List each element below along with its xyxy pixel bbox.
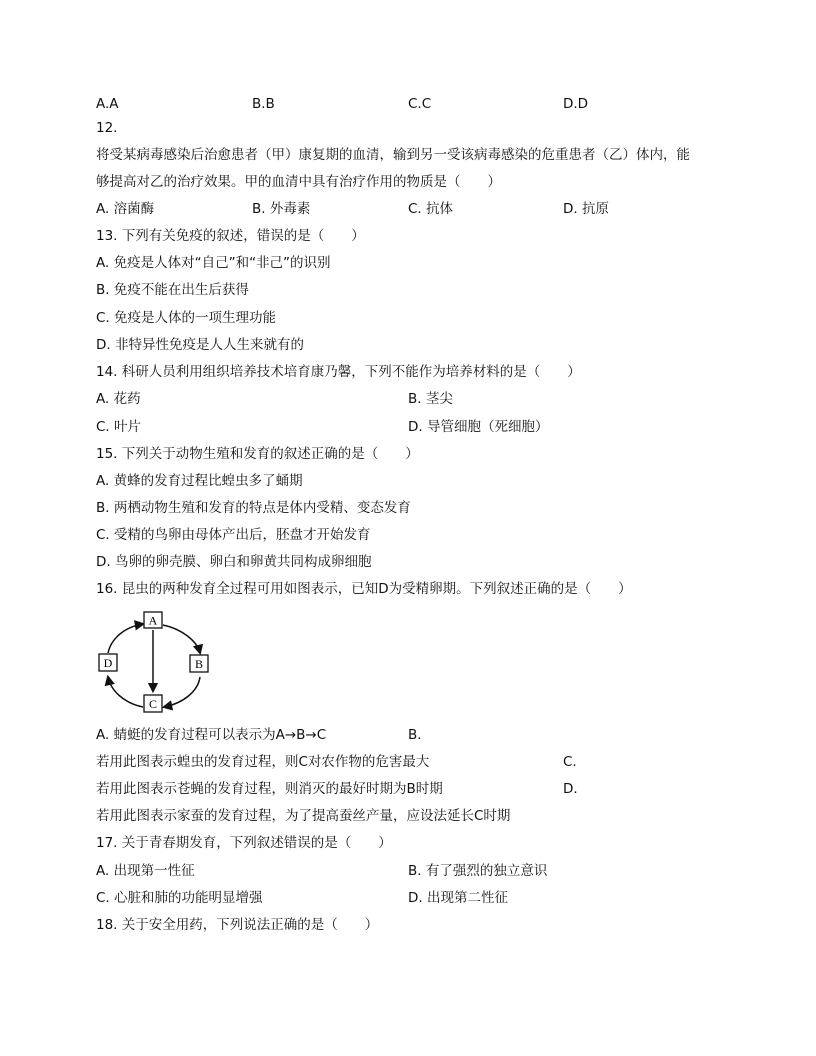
box-c: [144, 695, 162, 712]
q12-option-c: C. 抗体: [408, 201, 454, 217]
q17-option-b: B. 有了强烈的独立意识: [408, 863, 548, 879]
box-d-label: D: [103, 656, 113, 670]
q16-option-c-label: C.: [563, 754, 577, 770]
box-a-label: A: [148, 613, 158, 628]
q13-stem: 13. 下列有关免疫的叙述，错误的是（ ）: [96, 228, 365, 244]
q16-stem: 16. 昆虫的两种发育全过程可用如图表示，已知D为受精卵期。下列叙述正确的是（ ）: [96, 581, 632, 597]
q15-option-c: C. 受精的鸟卵由母体产出后，胚盘才开始发育: [96, 527, 371, 543]
q12-stem-line1: 将受某病毒感染后治愈患者（甲）康复期的血清，输到另一受该病毒感染的危重患者（乙）体内，能: [96, 147, 690, 163]
q13-option-c: C. 免疫是人体的一项生理功能: [96, 310, 277, 326]
q12-option-d: D. 抗原: [563, 201, 609, 217]
q15-option-d: D. 鸟卵的卵壳膜、卵白和卵黄共同构成卵细胞: [96, 554, 372, 570]
q11-option-d: D.D: [563, 96, 589, 112]
q14-option-c: C. 叶片: [96, 419, 142, 435]
q16-option-a: A. 蜻蜓的发育过程可以表示为A→B→C: [96, 727, 327, 743]
q13-option-a: A. 免疫是人体对“自己”和“非己”的识别: [96, 255, 331, 271]
q15-option-b: B. 两栖动物生殖和发育的特点是体内受精、变态发育: [96, 500, 411, 516]
box-d: [99, 654, 117, 671]
box-b: [190, 655, 208, 672]
q13-option-b: B. 免疫不能在出生后获得: [96, 282, 249, 298]
q14-option-b: B. 茎尖: [408, 391, 453, 407]
q16-option-b-label: B.: [408, 727, 422, 743]
q17-stem: 17. 关于青春期发育，下列叙述错误的是（ ）: [96, 835, 392, 851]
arc-b-to-c: [164, 677, 200, 707]
q12-number: 12.: [96, 120, 118, 136]
q14-option-a: A. 花药: [96, 391, 141, 407]
insect-development-cycle-diagram: [94, 607, 214, 719]
q15-stem: 15. 下列关于动物生殖和发育的叙述正确的是（ ）: [96, 446, 419, 462]
q17-option-a: A. 出现第一性征: [96, 863, 195, 879]
q13-option-d: D. 非特异性免疫是人人生来就有的: [96, 337, 304, 353]
q11-option-b: B.B: [252, 96, 275, 112]
q12-option-b: B. 外毒素: [252, 201, 311, 217]
q18-stem: 18. 关于安全用药，下列说法正确的是（ ）: [96, 917, 379, 933]
box-b-label: B: [194, 657, 204, 671]
q11-option-a: A.A: [96, 96, 119, 112]
q11-option-c: C.C: [408, 96, 432, 112]
q12-option-a: A. 溶菌酶: [96, 201, 155, 217]
q16-option-c-text: 若用此图表示苍蝇的发育过程，则消灭的最好时期为B时期: [96, 781, 443, 797]
box-c-label: C: [148, 697, 158, 711]
q16-option-b-text: 若用此图表示蝗虫的发育过程，则C对农作物的危害最大: [96, 754, 430, 770]
q16-option-d-text: 若用此图表示家蚕的发育过程，为了提高蚕丝产量，应设法延长C时期: [96, 808, 511, 824]
box-a: [144, 612, 162, 628]
q15-option-a: A. 黄蜂的发育过程比蝗虫多了蛹期: [96, 473, 303, 489]
arc-d-to-a: [108, 624, 143, 653]
arc-a-to-b: [163, 625, 200, 653]
q12-stem-line2: 够提高对乙的治疗效果。甲的血清中具有治疗作用的物质是（ ）: [96, 174, 501, 190]
q14-stem: 14. 科研人员利用组织培养技术培育康乃馨，下列不能作为培养材料的是（ ）: [96, 364, 581, 380]
arc-c-to-d: [108, 677, 143, 707]
q17-option-c: C. 心脏和肺的功能明显增强: [96, 890, 263, 906]
q16-option-d-label: D.: [563, 781, 578, 797]
q17-option-d: D. 出现第二性征: [408, 890, 508, 906]
q14-option-d: D. 导管细胞（死细胞）: [408, 419, 549, 435]
